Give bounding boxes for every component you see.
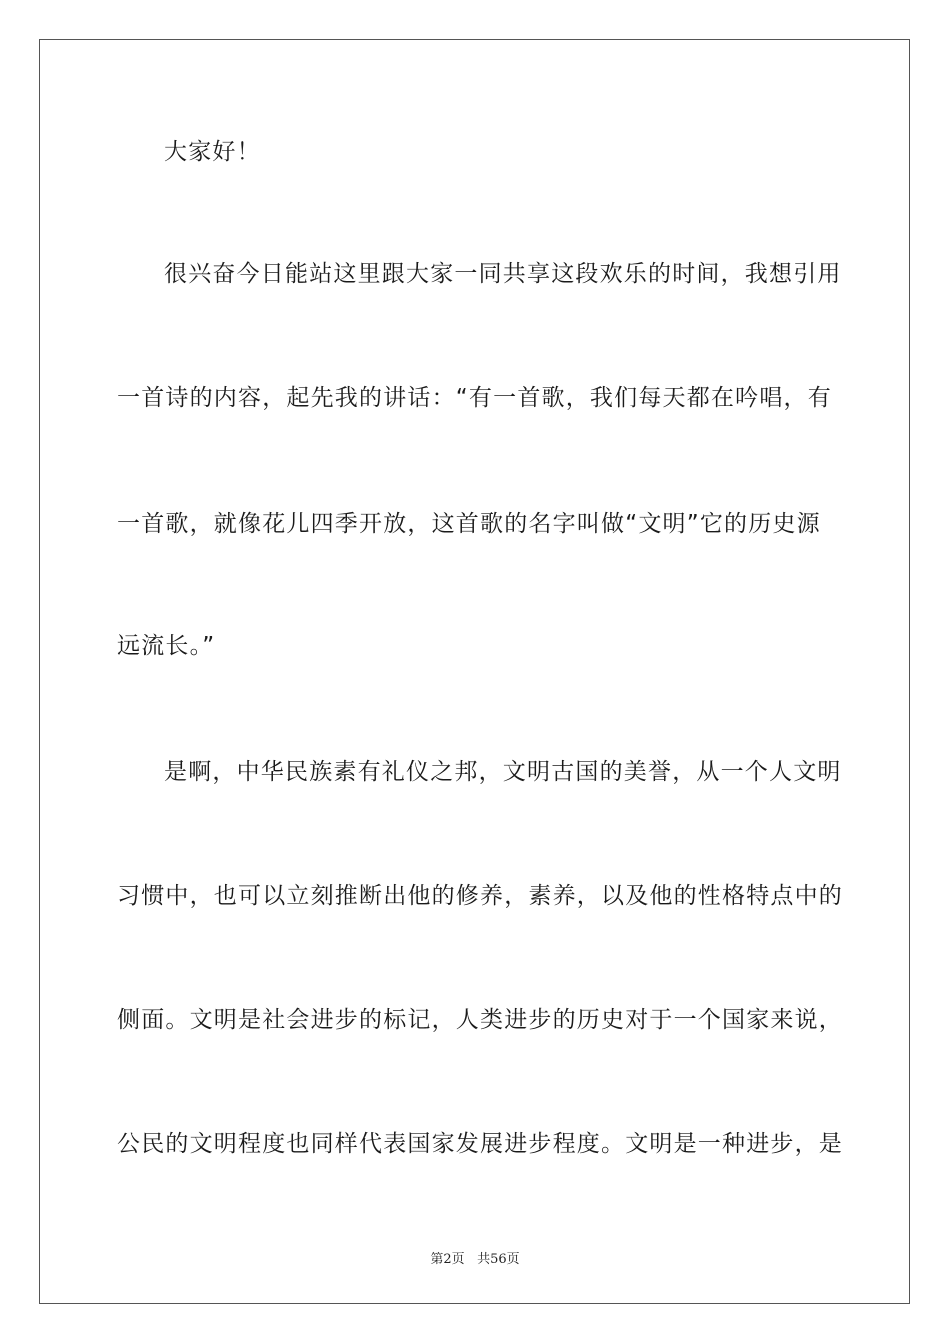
page-number: 第2页 bbox=[430, 1252, 465, 1267]
greeting-line: 大家好！ bbox=[164, 139, 261, 165]
paragraph-1-line-2: 一首诗的内容，起先我的讲话：“有一首歌，我们每天都在吟唱，有 bbox=[117, 385, 832, 411]
page-border bbox=[39, 39, 910, 1304]
paragraph-1-line-3: 一首歌，就像花儿四季开放，这首歌的名字叫做“文明”它的历史源 bbox=[117, 511, 821, 537]
paragraph-1-line-1: 很兴奋今日能站这里跟大家一同共享这段欢乐的时间，我想引用 bbox=[164, 261, 842, 287]
total-pages: 共56页 bbox=[477, 1252, 520, 1267]
paragraph-2-line-3: 侧面。文明是社会进步的标记，人类进步的历史对于一个国家来说， bbox=[117, 1007, 843, 1033]
paragraph-2-line-2: 习惯中，也可以立刻推断出他的修养，素养，以及他的性格特点中的 bbox=[117, 883, 843, 909]
paragraph-2-line-1: 是啊，中华民族素有礼仪之邦，文明古国的美誉，从一个人文明 bbox=[164, 759, 842, 785]
page-footer bbox=[0, 1248, 950, 1267]
paragraph-1-line-4: 远流长。” bbox=[117, 633, 216, 659]
paragraph-2-line-4: 公民的文明程度也同样代表国家发展进步程度。文明是一种进步，是 bbox=[117, 1131, 843, 1157]
